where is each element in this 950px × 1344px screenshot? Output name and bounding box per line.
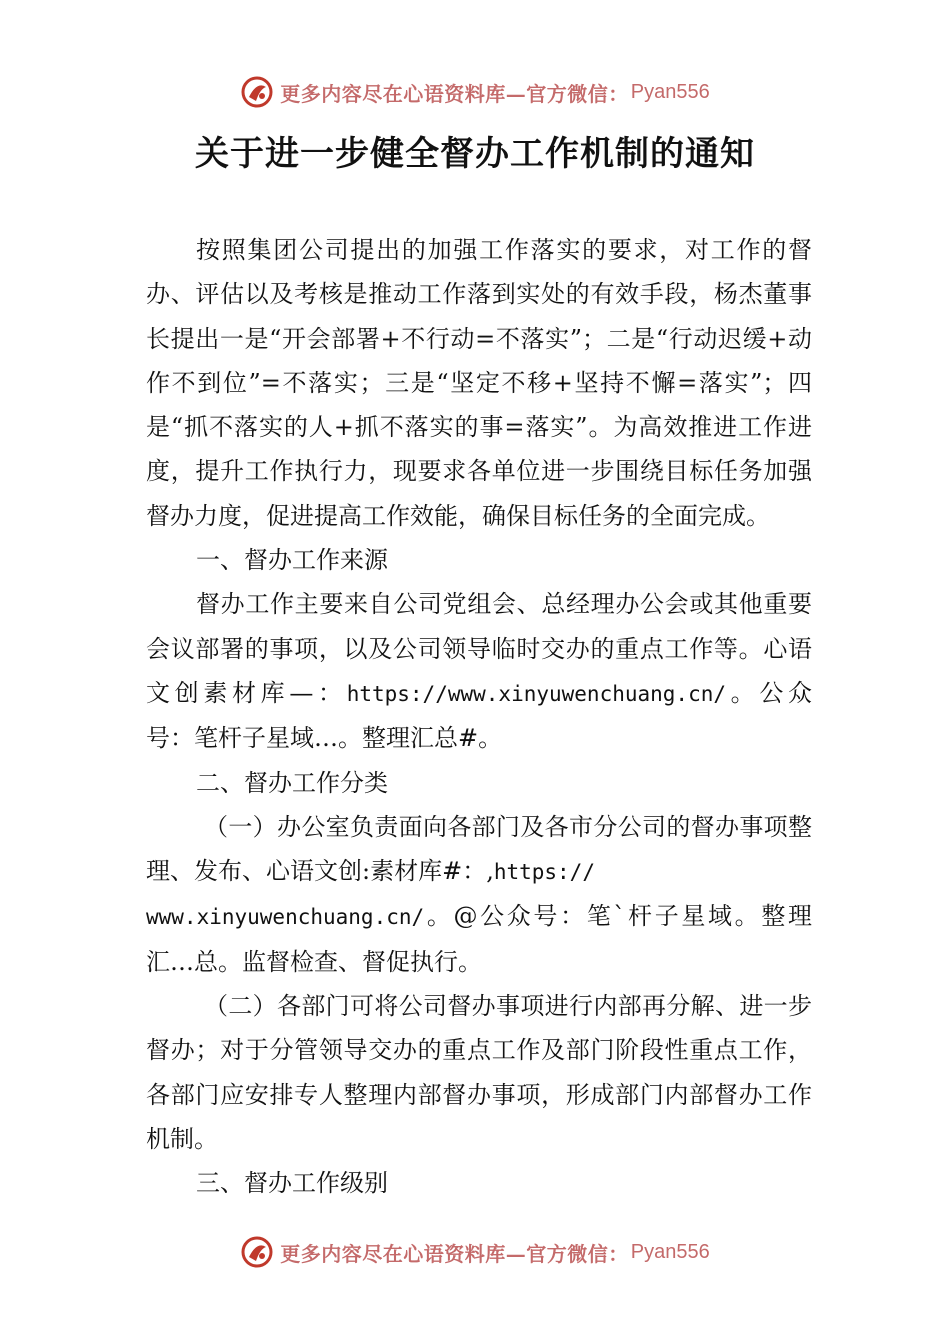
logo-icon xyxy=(240,1235,274,1269)
header-banner xyxy=(0,72,950,112)
paragraph-office-text: （一）办公室负责面向各部门及各市分公司的督办事项整理、发布、心语文创:素材库#：, xyxy=(146,812,812,886)
paragraph-office xyxy=(146,805,812,984)
section-heading-2: 二、督办工作分类 xyxy=(196,768,388,797)
watermark-url-part2: www.xinyuwenchuang.cn/ xyxy=(146,905,425,930)
section-heading-1: 一、督办工作来源 xyxy=(196,546,388,575)
watermark-text: 心语文创素材库—： xyxy=(146,634,813,707)
watermark-url: https://www.xinyuwenchuang.cn/ xyxy=(346,681,726,706)
banner-text: 更多内容尽在心语资料库—官方微信： xyxy=(280,81,629,106)
document-title: 关于进一步健全督办工作机制的通知 xyxy=(195,134,755,174)
paragraph-intro: 按照集团公司提出的加强工作落实的要求，对工作的督办、评估以及考核是推动工作落到实处的有效手段，杨杰董事长提出一是“开会部署+不行动=不落实”；二是“行动迟缓+动作不到位”=不落实；三是“坚定不移+坚持不懈=落实”；四是“抓不落实的人+抓不落实的事=落实”。为高效推进工作进度，提升工作执行力，现要求各单位进一步围绕目标任务加强督办力度，促进提高工作效能，确保目标任务的全面完成。 xyxy=(146,236,812,530)
watermark-text-2: 。公众号：笔杆子星域…。整理汇总#。 xyxy=(146,678,813,753)
footer-banner xyxy=(0,1232,950,1272)
paragraph-departments: （二）各部门可将公司督办事项进行内部再分解、进一步督办；对于分管领导交办的重点工作及部门阶段性重点工作，各部门应安排专人整理内部督办事项，形成部门内部督办工作机制。 xyxy=(146,992,812,1153)
paragraph-source-text: 督办工作主要来自公司党组会、总经理办公会或其他重要会议部署的事项，以及公司领导临时交办的重点工作等。 xyxy=(146,590,812,663)
document-body xyxy=(146,228,812,1206)
watermark-url-part1: https:// xyxy=(493,860,595,885)
logo-icon xyxy=(240,75,274,109)
banner-text: 更多内容尽在心语资料库—官方微信： xyxy=(280,1241,629,1266)
paragraph-source xyxy=(146,582,812,760)
paragraph-office-text-2: 。@公众号：笔`杆子星域。整理汇…总。监督检查、督促执行。 xyxy=(146,902,812,976)
banner-wechat-id: Pyan556 xyxy=(630,80,710,103)
section-heading-3: 三、督办工作级别 xyxy=(196,1169,388,1198)
banner-wechat-id: Pyan556 xyxy=(630,1240,710,1263)
